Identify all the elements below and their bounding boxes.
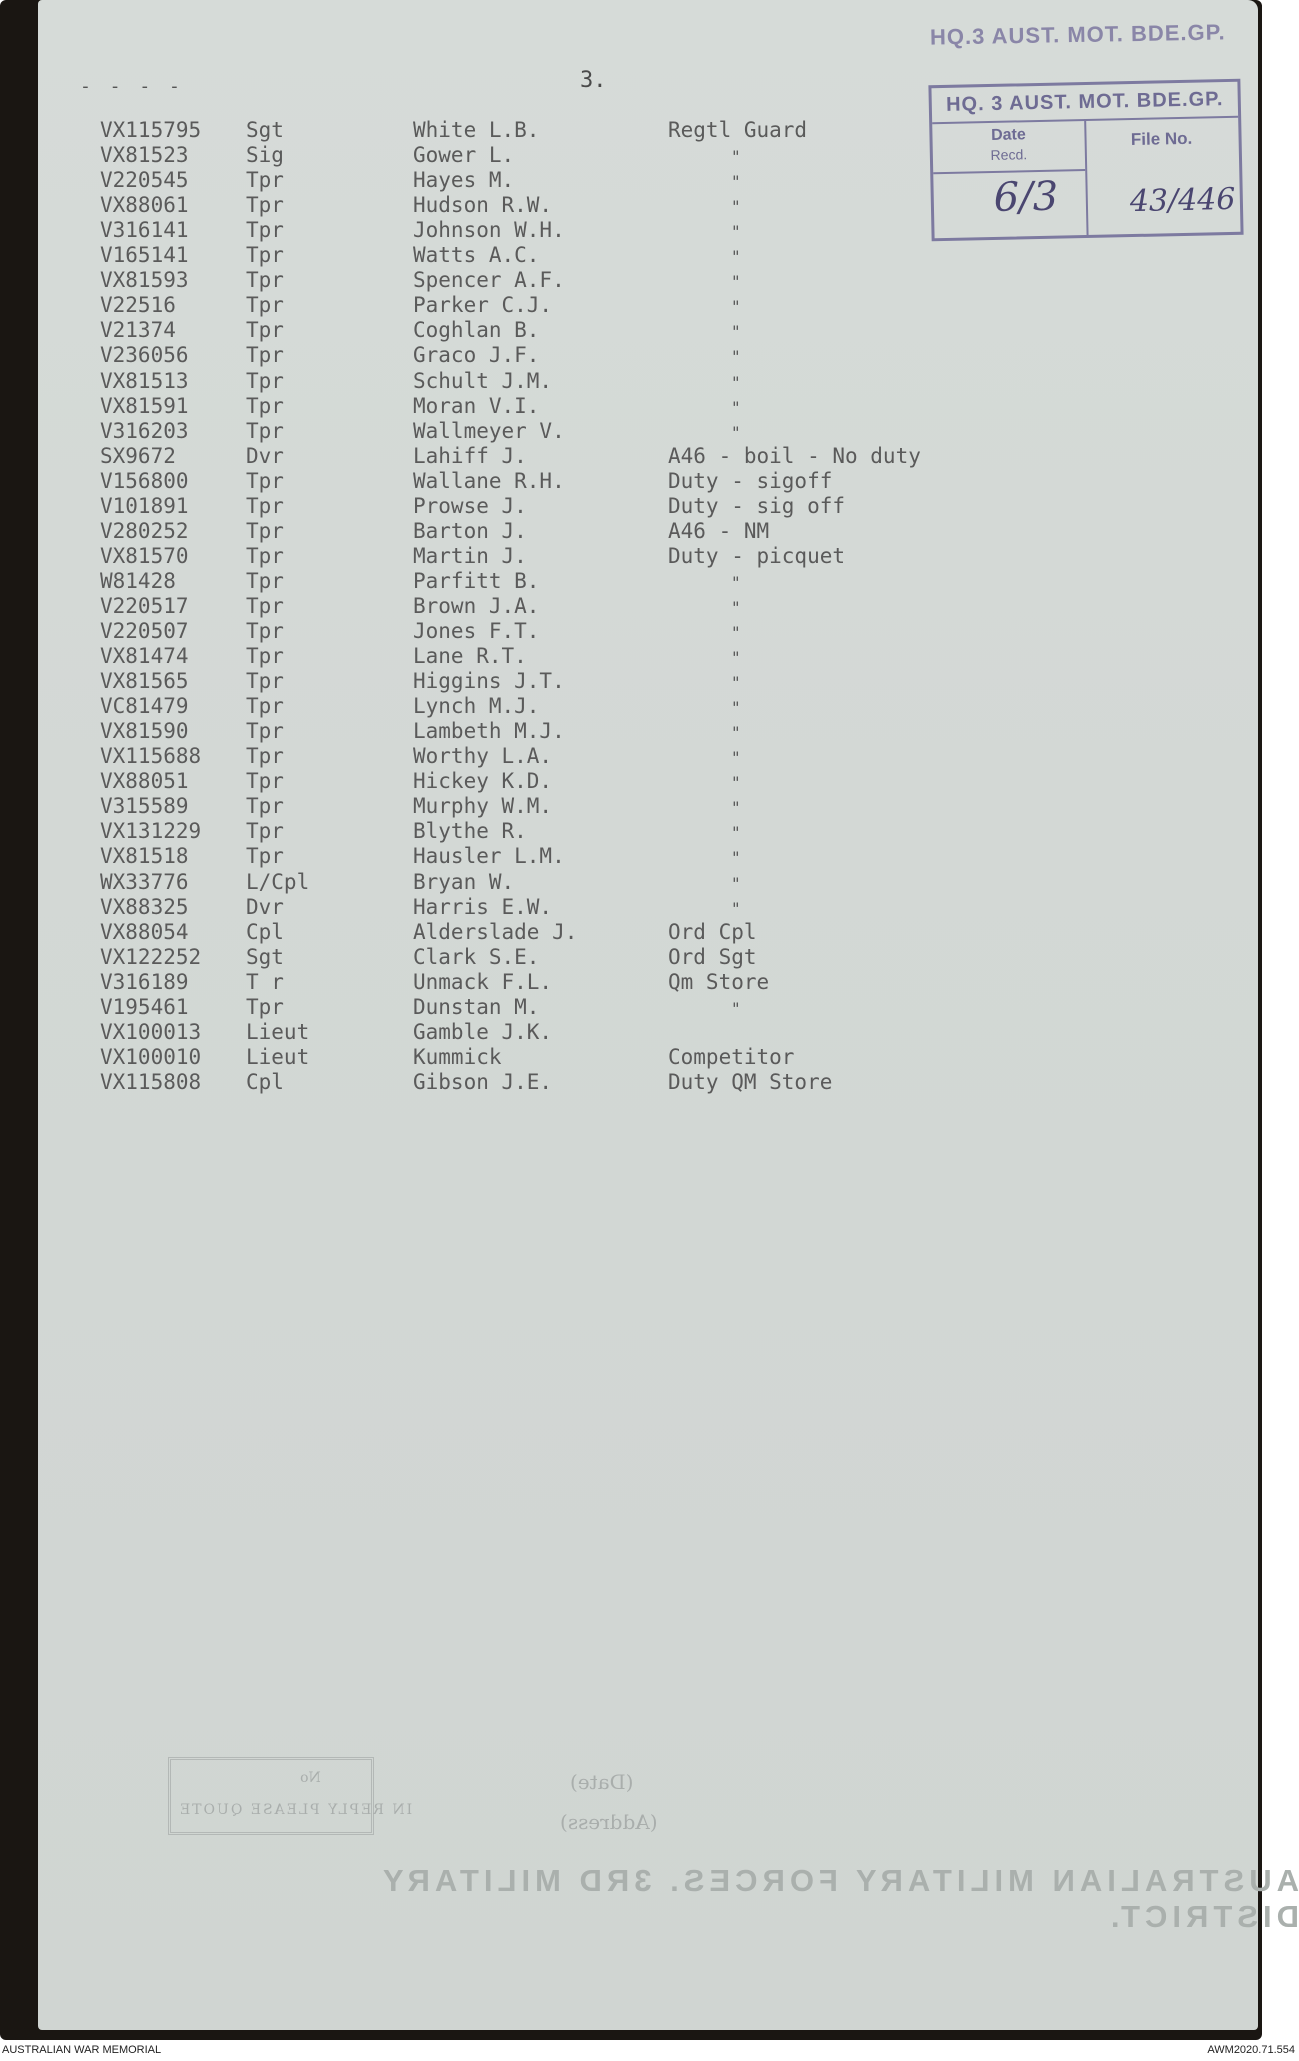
rank: Sgt bbox=[246, 944, 284, 969]
remark: " bbox=[731, 873, 741, 893]
rank: Lieut bbox=[246, 1044, 310, 1069]
reply-box-bleed bbox=[168, 1757, 374, 1835]
rank: Sgt bbox=[246, 118, 284, 142]
service-number: VX88054 bbox=[100, 919, 189, 944]
stamp-file-value: 43/446 bbox=[1129, 181, 1236, 220]
footer-credit: AUSTRALIAN WAR MEMORIAL bbox=[2, 2044, 162, 2056]
service-number: V236056 bbox=[100, 343, 189, 368]
remark: " bbox=[731, 322, 741, 342]
bleed-letterhead: AUSTRALIAN MILITARY FORCES. 3RD MILITARY DISTRICT. bbox=[378, 1863, 1299, 1934]
remark: " bbox=[731, 197, 741, 217]
name: Johnson W.H. bbox=[413, 218, 565, 243]
name: Lynch M.J. bbox=[413, 694, 540, 719]
rank: Tpr bbox=[246, 619, 284, 643]
name: Barton J. bbox=[413, 518, 527, 543]
service-number: VX81591 bbox=[100, 393, 189, 418]
name: Hudson R.W. bbox=[413, 193, 553, 218]
service-number: VX81523 bbox=[100, 143, 189, 168]
name: Lane R.T. bbox=[413, 644, 527, 669]
service-number: VX81518 bbox=[100, 844, 189, 869]
rank: Dvr bbox=[246, 894, 284, 919]
service-number: W81428 bbox=[100, 568, 176, 593]
remark: " bbox=[731, 372, 741, 392]
name: Moran V.I. bbox=[413, 393, 540, 418]
name: Martin J. bbox=[413, 543, 527, 568]
name: Gibson J.E. bbox=[413, 1069, 553, 1094]
top-stamp-strip: HQ.3 AUST. MOT. BDE.GP. bbox=[929, 19, 1226, 50]
rank: Tpr bbox=[246, 819, 284, 844]
bleed-reply-quote: IN REPLY PLEASE QUOTE bbox=[178, 1802, 413, 1818]
name: Hayes M. bbox=[413, 168, 515, 193]
remark: " bbox=[731, 397, 741, 417]
rank: Lieut bbox=[246, 1019, 310, 1044]
rank: Dvr bbox=[246, 443, 284, 468]
rank: Tpr bbox=[246, 518, 284, 543]
rank: Tpr bbox=[246, 318, 284, 343]
remark: " bbox=[731, 247, 741, 267]
service-number: VX88051 bbox=[100, 769, 189, 794]
name: Murphy W.M. bbox=[413, 794, 553, 819]
remark: " bbox=[731, 597, 741, 617]
remark: Ord Cpl bbox=[668, 919, 757, 944]
remark: Duty - sig off bbox=[668, 493, 846, 518]
service-number: V280252 bbox=[100, 518, 189, 543]
name: Graco J.F. bbox=[413, 343, 540, 368]
rank: Tpr bbox=[246, 744, 284, 769]
name: White L.B. bbox=[413, 118, 540, 142]
name: Brown J.A. bbox=[413, 593, 540, 618]
name: Wallane R.H. bbox=[413, 468, 565, 493]
service-number: V316141 bbox=[100, 218, 189, 243]
rank: Tpr bbox=[246, 268, 284, 293]
rank: Tpr bbox=[246, 343, 284, 368]
rank: T r bbox=[246, 969, 284, 994]
service-number: VX88325 bbox=[100, 894, 189, 919]
service-number: VX81513 bbox=[100, 368, 189, 393]
service-number: VX131229 bbox=[100, 819, 202, 844]
name: Watts A.C. bbox=[413, 243, 540, 268]
rank: Tpr bbox=[246, 794, 284, 819]
rank: Tpr bbox=[246, 418, 284, 443]
rank: Cpl bbox=[246, 1069, 284, 1094]
name: Parker C.J. bbox=[413, 293, 553, 318]
name: Blythe R. bbox=[413, 819, 527, 844]
service-number: VX115688 bbox=[100, 744, 202, 769]
service-number: V316203 bbox=[100, 418, 189, 443]
service-number: V22516 bbox=[100, 293, 176, 318]
name: Kummick bbox=[413, 1044, 502, 1069]
stamp-title: HQ. 3 AUST. MOT. BDE.GP. bbox=[931, 82, 1238, 124]
service-number: VX81590 bbox=[100, 719, 189, 744]
service-number: V195461 bbox=[100, 994, 189, 1019]
remark: " bbox=[731, 272, 741, 292]
rank: Tpr bbox=[246, 193, 284, 218]
remark: " bbox=[731, 222, 741, 242]
service-number: VX115795 bbox=[100, 118, 202, 142]
service-number: SX9672 bbox=[100, 443, 176, 468]
rank: Tpr bbox=[246, 694, 284, 719]
service-number: V101891 bbox=[100, 493, 189, 518]
name: Higgins J.T. bbox=[413, 669, 565, 694]
stamp-date-label: Date bbox=[990, 126, 1026, 144]
service-number: WX33776 bbox=[100, 869, 189, 894]
remark: " bbox=[731, 347, 741, 367]
remark: A46 - NM bbox=[668, 518, 770, 543]
name: Worthy L.A. bbox=[413, 744, 553, 769]
remark: Duty QM Store bbox=[668, 1069, 833, 1094]
remark: " bbox=[731, 773, 741, 793]
service-number: V220517 bbox=[100, 593, 189, 618]
rank: L/Cpl bbox=[246, 869, 310, 894]
remark: " bbox=[731, 623, 741, 642]
name: Lambeth M.J. bbox=[413, 719, 565, 744]
rank: Tpr bbox=[246, 293, 284, 318]
service-number: V165141 bbox=[100, 243, 189, 268]
rank: Sig bbox=[246, 143, 284, 168]
rank: Tpr bbox=[246, 769, 284, 794]
name: Hickey K.D. bbox=[413, 769, 553, 794]
paper-sheet bbox=[38, 0, 1258, 2030]
remark: " bbox=[731, 998, 741, 1018]
name: Bryan W. bbox=[413, 869, 515, 894]
remark: " bbox=[731, 698, 741, 718]
service-number: VX81570 bbox=[100, 543, 189, 568]
service-number: V315589 bbox=[100, 794, 189, 819]
name: Lahiff J. bbox=[413, 443, 527, 468]
remark: Duty - sigoff bbox=[668, 468, 833, 493]
remark: " bbox=[731, 748, 741, 768]
rank: Tpr bbox=[246, 493, 284, 518]
rank: Tpr bbox=[246, 218, 284, 243]
name: Prowse J. bbox=[413, 493, 527, 518]
rank: Tpr bbox=[246, 243, 284, 268]
rank: Tpr bbox=[246, 393, 284, 418]
name: Schult J.M. bbox=[413, 368, 553, 393]
bleed-address: (Address) bbox=[560, 1810, 658, 1834]
remark: Duty - picquet bbox=[668, 543, 846, 568]
remark: " bbox=[731, 898, 741, 918]
rank: Cpl bbox=[246, 919, 284, 944]
name: Spencer A.F. bbox=[413, 268, 565, 293]
service-number: V220507 bbox=[100, 619, 189, 643]
rank: Tpr bbox=[246, 568, 284, 593]
rank: Tpr bbox=[246, 994, 284, 1019]
remark: A46 - boil - No duty bbox=[668, 443, 921, 468]
page-number: 3. bbox=[580, 68, 607, 93]
rank: Tpr bbox=[246, 168, 284, 193]
remark: " bbox=[731, 673, 741, 693]
footer-reference: AWM2020.71.554 bbox=[1207, 2044, 1295, 2056]
stamp-recd-label: Recd. bbox=[990, 146, 1028, 163]
name: Alderslade J. bbox=[413, 919, 578, 944]
received-stamp bbox=[928, 79, 1243, 241]
service-number: VX100013 bbox=[100, 1019, 202, 1044]
service-number: VX100010 bbox=[100, 1044, 202, 1069]
name: Coghlan B. bbox=[413, 318, 540, 343]
service-number: V156800 bbox=[100, 468, 189, 493]
remark: Competitor bbox=[668, 1044, 795, 1069]
rank: Tpr bbox=[246, 468, 284, 493]
remark: " bbox=[731, 572, 741, 592]
service-number: VX88061 bbox=[100, 193, 189, 218]
service-number: V21374 bbox=[100, 318, 176, 343]
service-number: VC81479 bbox=[100, 694, 189, 719]
remark: Qm Store bbox=[668, 969, 770, 994]
service-number: V316189 bbox=[100, 969, 189, 994]
name: Gower L. bbox=[413, 143, 515, 168]
remark: " bbox=[731, 172, 741, 192]
remark: " bbox=[731, 297, 741, 317]
top-marks: - - - - bbox=[80, 76, 184, 97]
name: Parfitt B. bbox=[413, 568, 540, 593]
stamp-file-label: File No. bbox=[1130, 128, 1193, 150]
rank: Tpr bbox=[246, 368, 284, 393]
remark: " bbox=[731, 823, 741, 843]
remark: " bbox=[731, 848, 741, 868]
remark: Ord Sgt bbox=[668, 944, 757, 969]
rank: Tpr bbox=[246, 543, 284, 568]
rank: Tpr bbox=[246, 719, 284, 744]
service-number: VX122252 bbox=[100, 944, 202, 969]
service-number: VX81565 bbox=[100, 669, 189, 694]
service-number: V220545 bbox=[100, 168, 189, 193]
service-number: VX81593 bbox=[100, 268, 189, 293]
name: Unmack F.L. bbox=[413, 969, 553, 994]
name: Wallmeyer V. bbox=[413, 418, 565, 443]
bleed-reply-no: No bbox=[300, 1770, 321, 1786]
service-number: VX115808 bbox=[100, 1069, 202, 1094]
remark: " bbox=[731, 147, 741, 167]
remark: " bbox=[731, 422, 741, 442]
name: Jones F.T. bbox=[413, 619, 540, 643]
bleed-date: (Date) bbox=[570, 1770, 634, 1794]
name: Harris E.W. bbox=[413, 894, 553, 919]
remark: Regtl Guard bbox=[668, 118, 808, 142]
remark: " bbox=[731, 648, 741, 668]
name: Hausler L.M. bbox=[413, 844, 565, 869]
rank: Tpr bbox=[246, 644, 284, 669]
name: Clark S.E. bbox=[413, 944, 540, 969]
stamp-divider bbox=[933, 169, 1085, 174]
rank: Tpr bbox=[246, 593, 284, 618]
name: Gamble J.K. bbox=[413, 1019, 553, 1044]
name: Dunstan M. bbox=[413, 994, 540, 1019]
rank: Tpr bbox=[246, 669, 284, 694]
remark: " bbox=[731, 798, 741, 818]
remark: " bbox=[731, 723, 741, 743]
service-number: VX81474 bbox=[100, 644, 189, 669]
rank: Tpr bbox=[246, 844, 284, 869]
stamp-date-value: 6/3 bbox=[993, 173, 1059, 221]
